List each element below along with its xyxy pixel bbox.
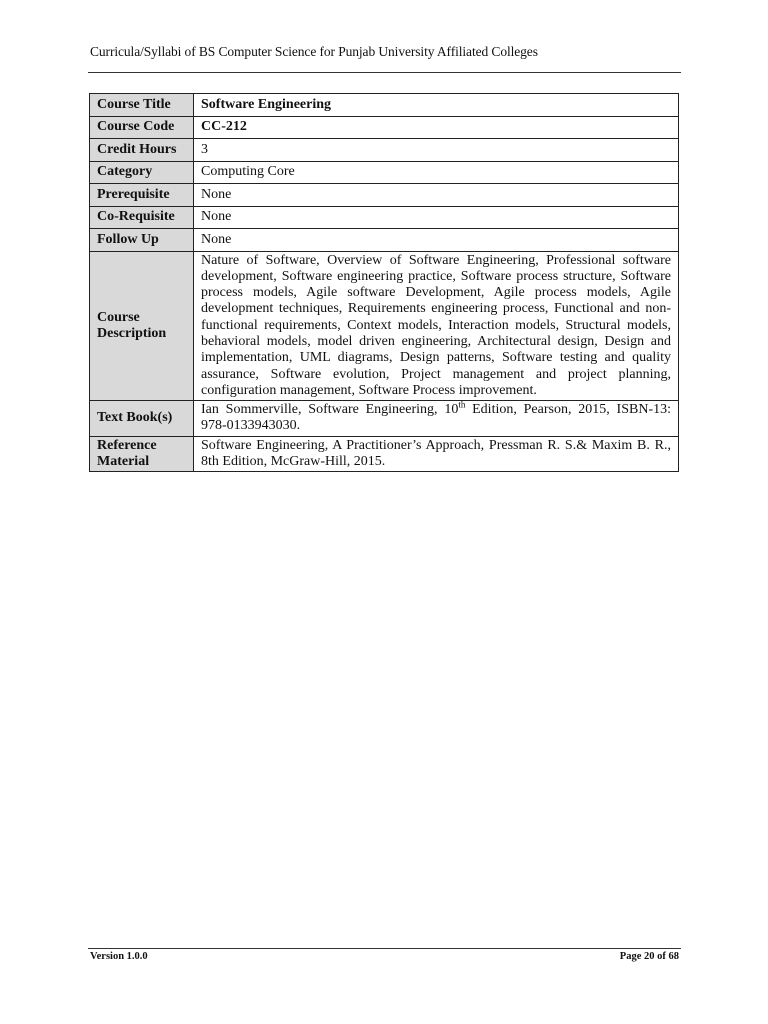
course-description-value: Nature of Software, Overview of Software Engineering, Professional software development, Software engineering practice, Software process structure, Software process models, Agile software Development, Agile process models, Agile development techniques, Requirements engineering process, Functional and non-functional requirements, Context models, Interaction models, Structural models, behavioral models, model driven engineering, Architectural design, Design and implementation, UML diagrams, Design patterns, Software testing and quality assurance, Software evolution, Project management and project planning, configuration management, Software Process improvement.	[194, 251, 679, 401]
table-row	[90, 251, 679, 401]
page-current: 20	[644, 951, 655, 962]
course-title-value: Software Engineering	[194, 94, 679, 117]
follow-up-value: None	[194, 229, 679, 252]
corequisite-label: Co-Requisite	[90, 206, 194, 229]
course-description-label: Course Description	[90, 251, 194, 401]
textbook-edition-superscript: th	[458, 399, 466, 410]
course-info-table	[89, 93, 679, 472]
table-row	[90, 161, 679, 184]
page-number	[620, 951, 679, 962]
course-title-label: Course Title	[90, 94, 194, 117]
prerequisite-value: None	[194, 184, 679, 207]
course-code-label: Course Code	[90, 116, 194, 139]
credit-hours-label: Credit Hours	[90, 139, 194, 162]
table-row	[90, 94, 679, 117]
table-row	[90, 116, 679, 139]
corequisite-value: None	[194, 206, 679, 229]
table-row	[90, 401, 679, 437]
version-label: Version 1.0.0	[90, 951, 148, 962]
textbook-text-start: Ian Sommerville, Software Engineering, 10	[201, 402, 459, 418]
textbook-text-end: Edition, Pearson, 2015, ISBN-13: 978-0133943030.	[201, 402, 671, 434]
table-row	[90, 206, 679, 229]
page-total: 68	[668, 951, 679, 962]
page-mid: of	[654, 951, 669, 962]
header-divider	[88, 72, 681, 73]
page-header: Curricula/Syllabi of BS Computer Science for Punjab University Affiliated Colleges	[90, 44, 538, 59]
table-row	[90, 184, 679, 207]
prerequisite-label: Prerequisite	[90, 184, 194, 207]
page-prefix: Page	[619, 951, 644, 962]
reference-material-label: Reference Material	[90, 436, 194, 472]
textbook-label: Text Book(s)	[90, 401, 194, 437]
table-row	[90, 229, 679, 252]
credit-hours-value: 3	[194, 139, 679, 162]
course-code-value: CC-212	[194, 116, 679, 139]
table-row	[90, 139, 679, 162]
category-value: Computing Core	[194, 161, 679, 184]
footer-divider	[88, 948, 681, 949]
textbook-value	[194, 401, 679, 437]
category-label: Category	[90, 161, 194, 184]
reference-material-value: Software Engineering, A Practitioner’s Approach, Pressman R. S.& Maxim B. R., 8th Edition, McGraw-Hill, 2015.	[194, 436, 679, 472]
table-row	[90, 436, 679, 472]
follow-up-label: Follow Up	[90, 229, 194, 252]
